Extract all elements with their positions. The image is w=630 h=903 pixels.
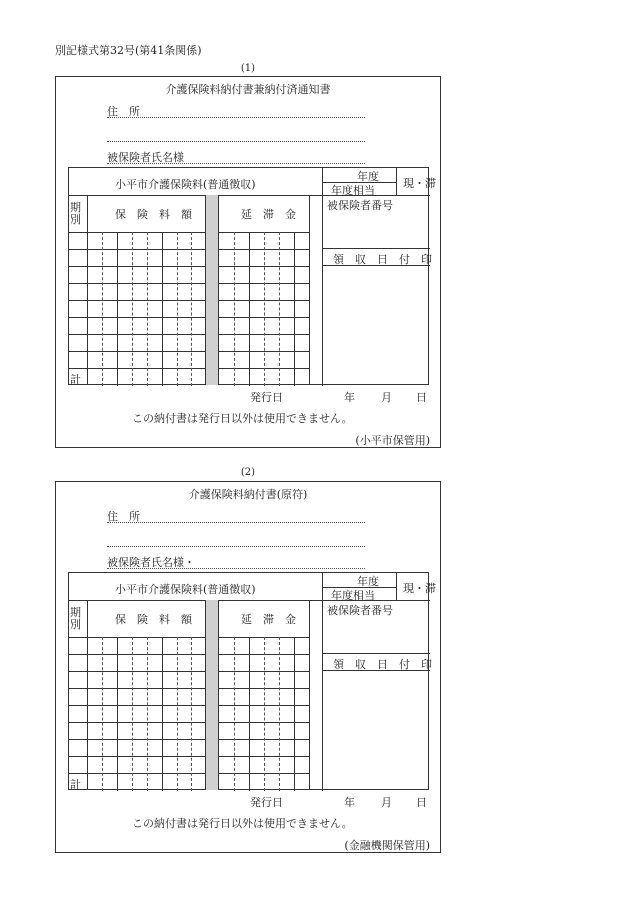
grid-line [264, 637, 265, 791]
sama-label: 様 [173, 151, 184, 164]
grid-line [162, 232, 163, 386]
premium-amount-label: 保 険 料 額 [115, 613, 192, 626]
grid-line [69, 600, 430, 601]
grid-line [249, 232, 250, 386]
grid-line [132, 637, 133, 791]
month-label: 月 [381, 391, 392, 404]
grid-line [87, 600, 88, 790]
grid-line [69, 368, 309, 369]
grid-line [69, 334, 309, 335]
grid-line [69, 654, 309, 655]
notice-text: この納付書は発行日以外は使用できません。 [132, 412, 353, 425]
day-label: 日 [416, 796, 427, 809]
insured-name-line [107, 554, 365, 569]
insured-name-line [107, 149, 365, 164]
grid-line [309, 195, 310, 385]
nendo-soto-label: 年度相当 [331, 184, 375, 197]
grid-line [69, 195, 430, 196]
nendo-label: 年度 [357, 575, 379, 588]
grid-line [69, 688, 309, 689]
grid-line [102, 232, 103, 386]
grid-line [294, 232, 295, 386]
insured-name-label: 被保険者氏名 [107, 151, 173, 164]
insured-number-label: 被保険者番号 [327, 604, 393, 617]
grid-line [177, 637, 178, 791]
payment-slip-2 [55, 481, 441, 853]
grid-line [69, 705, 309, 706]
keeper-label: (金融機関保管用) [344, 839, 430, 852]
receipt-date-stamp: 領 収 日 付 印 [333, 253, 432, 266]
address-line-2 [107, 127, 365, 142]
grid-line [69, 317, 309, 318]
address-line-2 [107, 532, 365, 547]
period-label: 期別 [70, 201, 81, 226]
form-number-1: (1) [240, 63, 256, 74]
payment-grid [68, 572, 436, 791]
gen-tai-label: 現・滞 [403, 177, 436, 190]
premium-amount-label: 保 険 料 額 [115, 208, 192, 221]
grid-line [117, 637, 118, 791]
grid-line [69, 249, 309, 250]
grid-line [69, 266, 309, 267]
grid-line [69, 637, 309, 638]
grid-line [69, 739, 309, 740]
form-number-2: (2) [240, 467, 256, 478]
payment-slip-1 [55, 76, 441, 448]
form-title: 介護保険料納付書(原符) [188, 488, 308, 501]
issue-date-label: 発行日 [250, 796, 283, 809]
year-label: 年 [344, 391, 355, 404]
grey-divider [205, 600, 219, 790]
insured-number-label: 被保険者番号 [327, 199, 393, 212]
total-label: 計 [70, 778, 81, 791]
gen-tai-label: 現・滞 [403, 582, 436, 595]
nendo-label: 年度 [357, 170, 379, 183]
month-label: 月 [381, 796, 392, 809]
year-label: 年 [344, 796, 355, 809]
grid-line [322, 168, 323, 386]
grid-line [69, 351, 309, 352]
grid-line [279, 232, 280, 386]
grid-line [69, 722, 309, 723]
grid-line [162, 637, 163, 791]
keeper-label: (小平市保管用) [355, 434, 430, 447]
grid-line [69, 756, 309, 757]
grid-line [322, 248, 430, 249]
grid-line [396, 573, 397, 600]
grid-line [132, 232, 133, 386]
payment-grid [68, 167, 436, 386]
grid-line [69, 671, 309, 672]
premium-label: 小平市介護保険料(普通徴収) [115, 178, 256, 191]
grid-line [191, 637, 192, 791]
grid-line [396, 168, 397, 195]
grid-line [294, 637, 295, 791]
notice-text: この納付書は発行日以外は使用できません。 [132, 817, 353, 830]
form-header: 別記様式第32号(第41条関係) [55, 44, 202, 57]
day-label: 日 [416, 391, 427, 404]
receipt-date-stamp: 領 収 日 付 印 [333, 658, 432, 671]
grid-line [234, 232, 235, 386]
grid-line [177, 232, 178, 386]
total-label: 計 [70, 373, 81, 386]
arrears-label: 延 滞 金 [241, 208, 296, 221]
grid-line [69, 283, 309, 284]
address-line [107, 103, 365, 118]
premium-label: 小平市介護保険料(普通徴収) [115, 583, 256, 596]
address-label: 住 所 [107, 510, 140, 523]
grid-line [249, 637, 250, 791]
grid-line [147, 232, 148, 386]
grid-line [69, 232, 309, 233]
nendo-soto-label: 年度相当 [331, 589, 375, 602]
issue-date-label: 発行日 [250, 391, 283, 404]
insured-name-label: 被保険者氏名 [107, 556, 173, 569]
grid-line [147, 637, 148, 791]
grid-line [309, 600, 310, 790]
grid-line [322, 653, 430, 654]
grid-line [87, 195, 88, 385]
grid-line [69, 300, 309, 301]
sama-label: 様・ [173, 556, 195, 569]
address-label: 住 所 [107, 105, 140, 118]
grid-line [264, 232, 265, 386]
grid-line [69, 773, 309, 774]
period-label: 期別 [70, 606, 81, 631]
grid-line [117, 232, 118, 386]
grid-line [279, 637, 280, 791]
grid-line [102, 637, 103, 791]
address-line [107, 508, 365, 523]
grey-divider [205, 195, 219, 385]
grid-line [191, 232, 192, 386]
form-title: 介護保険料納付書兼納付済通知書 [165, 83, 331, 96]
arrears-label: 延 滞 金 [241, 613, 296, 626]
grid-line [322, 573, 323, 791]
grid-line [234, 637, 235, 791]
